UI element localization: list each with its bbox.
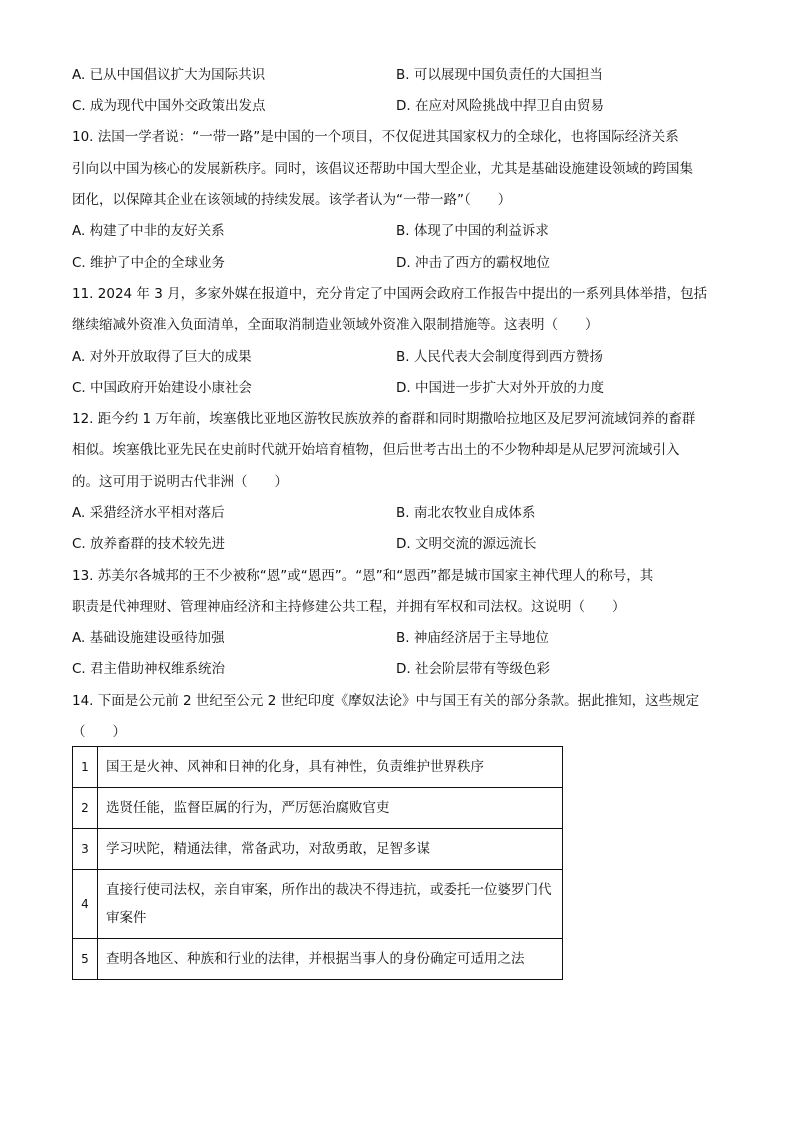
q14-stem-line-2: （ ）	[72, 724, 126, 740]
q10-option-d[interactable]: D. 冲击了西方的霸权地位	[396, 255, 550, 271]
q9-option-b[interactable]: B. 可以展现中国负责任的大国担当	[396, 67, 603, 83]
q11-stem-line-1: 11. 2024 年 3 月，多家外媒在报道中，充分肯定了中国两会政府工作报告中提出的一系列具体举措，包括	[72, 286, 708, 302]
q10-option-b[interactable]: B. 体现了中国的利益诉求	[396, 223, 549, 239]
table-row	[73, 939, 563, 980]
table-row	[73, 829, 563, 870]
q10-option-a[interactable]: A. 构建了中非的友好关系	[72, 223, 225, 239]
q12-options-row-2	[72, 532, 722, 556]
q13-options-row-1	[72, 626, 722, 650]
q12-options-row-1	[72, 501, 722, 525]
table-row-text: 国王是火神、风神和日神的化身，具有神性，负责维护世界秩序	[98, 747, 563, 788]
q11-options-row-1	[72, 345, 722, 369]
q12-stem-line-2: 相似。埃塞俄比亚先民在史前时代就开始培育植物，但后世考古出土的不少物种却是从尼罗河流域引入	[72, 442, 680, 458]
q12-stem-line-1: 12. 距今约 1 万年前，埃塞俄比亚地区游牧民族放养的畜群和同时期撒哈拉地区及尼罗河流域饲养的畜群	[72, 411, 696, 427]
table-row-number: 1	[73, 747, 98, 788]
q14-stem-line-1: 14. 下面是公元前 2 世纪至公元 2 世纪印度《摩奴法论》中与国王有关的部分条款。据此推知，这些规定	[72, 693, 700, 709]
q11-option-b[interactable]: B. 人民代表大会制度得到西方赞扬	[396, 349, 603, 365]
table-row	[73, 870, 563, 939]
table-row-number: 4	[73, 870, 98, 939]
q13-option-a[interactable]: A. 基础设施建设亟待加强	[72, 630, 225, 646]
q10-stem-line-2: 引向以中国为核心的发展新秩序。同时，该倡议还帮助中国大型企业，尤其是基础设施建设领域的跨国集	[72, 161, 693, 177]
table-row-number: 2	[73, 788, 98, 829]
q11-option-a[interactable]: A. 对外开放取得了巨大的成果	[72, 349, 252, 365]
q13-stem-line-1: 13. 苏美尔各城邦的王不少被称“恩”或“恩西”。“恩”和“恩西”都是城市国家主神代理人的称号，其	[72, 568, 654, 584]
table-row-number: 5	[73, 939, 98, 980]
table-row-text: 直接行使司法权，亲自审案，所作出的裁决不得违抗，或委托一位婆罗门代审案件	[98, 870, 563, 939]
q13-option-d[interactable]: D. 社会阶层带有等级色彩	[396, 661, 550, 677]
q14-table	[72, 746, 563, 980]
table-row-number: 3	[73, 829, 98, 870]
q9-option-a[interactable]: A. 已从中国倡议扩大为国际共识	[72, 67, 266, 83]
table-row-text: 选贤任能，监督臣属的行为，严厉惩治腐败官吏	[98, 788, 563, 829]
q12-stem-line-3: 的。这可用于说明古代非洲（ ）	[72, 474, 288, 490]
q12-option-d[interactable]: D. 文明交流的源远流长	[396, 536, 537, 552]
q11-stem-line-2: 继续缩减外资准入负面清单，全面取消制造业领域外资准入限制措施等。这表明（ ）	[72, 317, 599, 333]
q10-options-row-2	[72, 251, 722, 275]
q12-option-c[interactable]: C. 放养畜群的技术较先进	[72, 536, 226, 552]
q9-option-c[interactable]: C. 成为现代中国外交政策出发点	[72, 98, 266, 114]
table-row	[73, 747, 563, 788]
q12-option-b[interactable]: B. 南北农牧业自成体系	[396, 505, 536, 521]
q9-options-row-1	[72, 63, 722, 87]
q9-option-d[interactable]: D. 在应对风险挑战中捍卫自由贸易	[396, 98, 604, 114]
q13-options-row-2	[72, 657, 722, 681]
table-row-text: 查明各地区、种族和行业的法律，并根据当事人的身份确定可适用之法	[98, 939, 563, 980]
q10-options-row-1	[72, 219, 722, 243]
q13-option-b[interactable]: B. 神庙经济居于主导地位	[396, 630, 549, 646]
q13-option-c[interactable]: C. 君主借助神权维系统治	[72, 661, 226, 677]
table-row-text: 学习吠陀，精通法律，常备武功，对敌勇敢，足智多谋	[98, 829, 563, 870]
table-row	[73, 788, 563, 829]
q12-option-a[interactable]: A. 采猎经济水平相对落后	[72, 505, 225, 521]
q11-options-row-2	[72, 376, 722, 400]
q9-options-row-2	[72, 94, 722, 118]
q11-option-d[interactable]: D. 中国进一步扩大对外开放的力度	[396, 380, 604, 396]
q10-stem-line-3: 团化，以保障其企业在该领域的持续发展。该学者认为“一带一路”（ ）	[72, 192, 512, 208]
q13-stem-line-2: 职责是代神理财、管理神庙经济和主持修建公共工程，并拥有军权和司法权。这说明（ ）	[72, 599, 626, 615]
q10-stem-line-1: 10. 法国一学者说：“一带一路”是中国的一个项目，不仅促进其国家权力的全球化，也将国际经济关系	[72, 129, 679, 145]
q10-option-c[interactable]: C. 维护了中企的全球业务	[72, 255, 226, 271]
q11-option-c[interactable]: C. 中国政府开始建设小康社会	[72, 380, 253, 396]
